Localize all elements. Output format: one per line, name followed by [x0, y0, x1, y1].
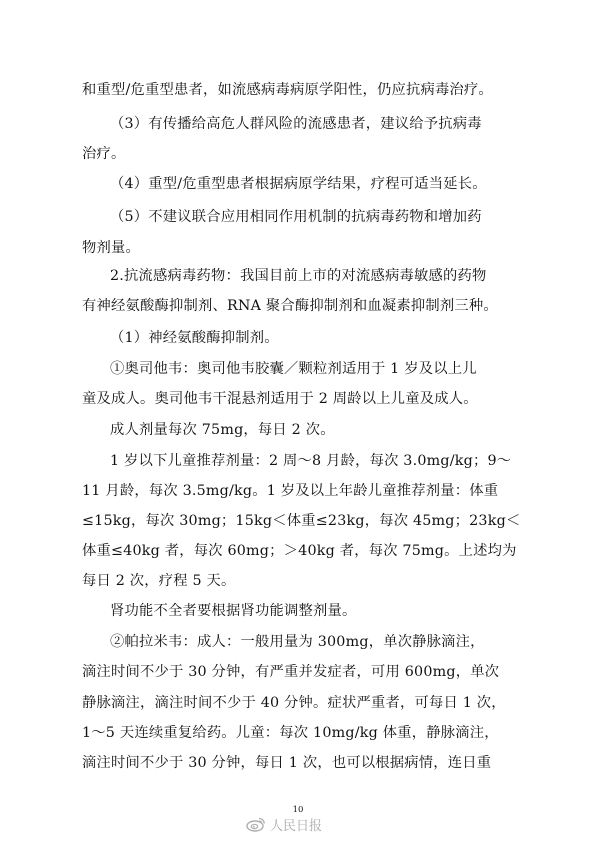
page-number: 10 — [292, 805, 304, 815]
text-line: 滴注时间不少于 30 分钟，每日 1 次，也可以根据病情，连日重 — [82, 755, 492, 771]
text-line: 物剂量。 — [82, 240, 140, 256]
text-line: 静脉滴注，滴注时间不少于 40 分钟。症状严重者，可每日 1 次， — [82, 695, 506, 711]
text-line: 和重型/危重型患者，如流感病毒病原学阳性，仍应抗病毒治疗。 — [82, 82, 493, 98]
text-line: 滴注时间不少于 30 分钟，有严重并发症者，可用 600mg，单次 — [82, 664, 500, 680]
text-line: （4）重型/危重型患者根据病原学结果，疗程可适当延长。 — [110, 176, 487, 192]
text-line: 每日 2 次，疗程 5 天。 — [82, 573, 236, 589]
text-line: ≤15kg，每次 30mg；15kg＜体重≤23kg，每次 45mg；23kg＜ — [82, 513, 521, 529]
text-line: 2.抗流感病毒药物：我国目前上市的对流感病毒敏感的药物 — [110, 268, 487, 284]
text-line: （1）神经氨酸酶抑制剂。 — [110, 330, 279, 346]
text-line: 童及成人。奥司他韦干混悬剂适用于 2 周龄以上儿童及成人。 — [82, 391, 478, 407]
text-line: （5）不建议联合应用相同作用机制的抗病毒药物和增加药 — [110, 209, 482, 225]
text-line: 1 岁以下儿童推荐剂量：2 周～8 月龄，每次 3.0mg/kg；9～ — [110, 453, 512, 469]
watermark — [246, 815, 322, 833]
text-line: 1～5 天连续重复给药。儿童：每次 10mg/kg 体重，静脉滴注， — [82, 725, 499, 741]
text-line: 治疗。 — [82, 146, 126, 162]
text-line: 体重≤40kg 者，每次 60mg；＞40kg 者，每次 75mg。上述均为 — [82, 543, 517, 559]
text-line: ①奥司他韦：奥司他韦胶囊／颗粒剂适用于 1 岁及以上儿 — [110, 361, 477, 377]
text-line: 成人剂量每次 75mg，每日 2 次。 — [110, 422, 335, 438]
weibo-icon — [246, 816, 266, 832]
text-line: （3）有传播给高危人群风险的流感患者，建议给予抗病毒 — [110, 116, 482, 132]
watermark-text: 人民日报 — [270, 818, 323, 834]
text-line: 有神经氨酸酶抑制剂、RNA 聚合酶抑制剂和血凝素抑制剂三种。 — [82, 298, 498, 314]
text-line: 11 月龄，每次 3.5mg/kg。1 岁及以上年龄儿童推荐剂量：体重 — [82, 483, 499, 499]
text-line: 肾功能不全者要根据肾功能调整剂量。 — [110, 603, 357, 619]
text-line: ②帕拉米韦：成人：一般用量为 300mg，单次静脉滴注， — [110, 634, 485, 650]
